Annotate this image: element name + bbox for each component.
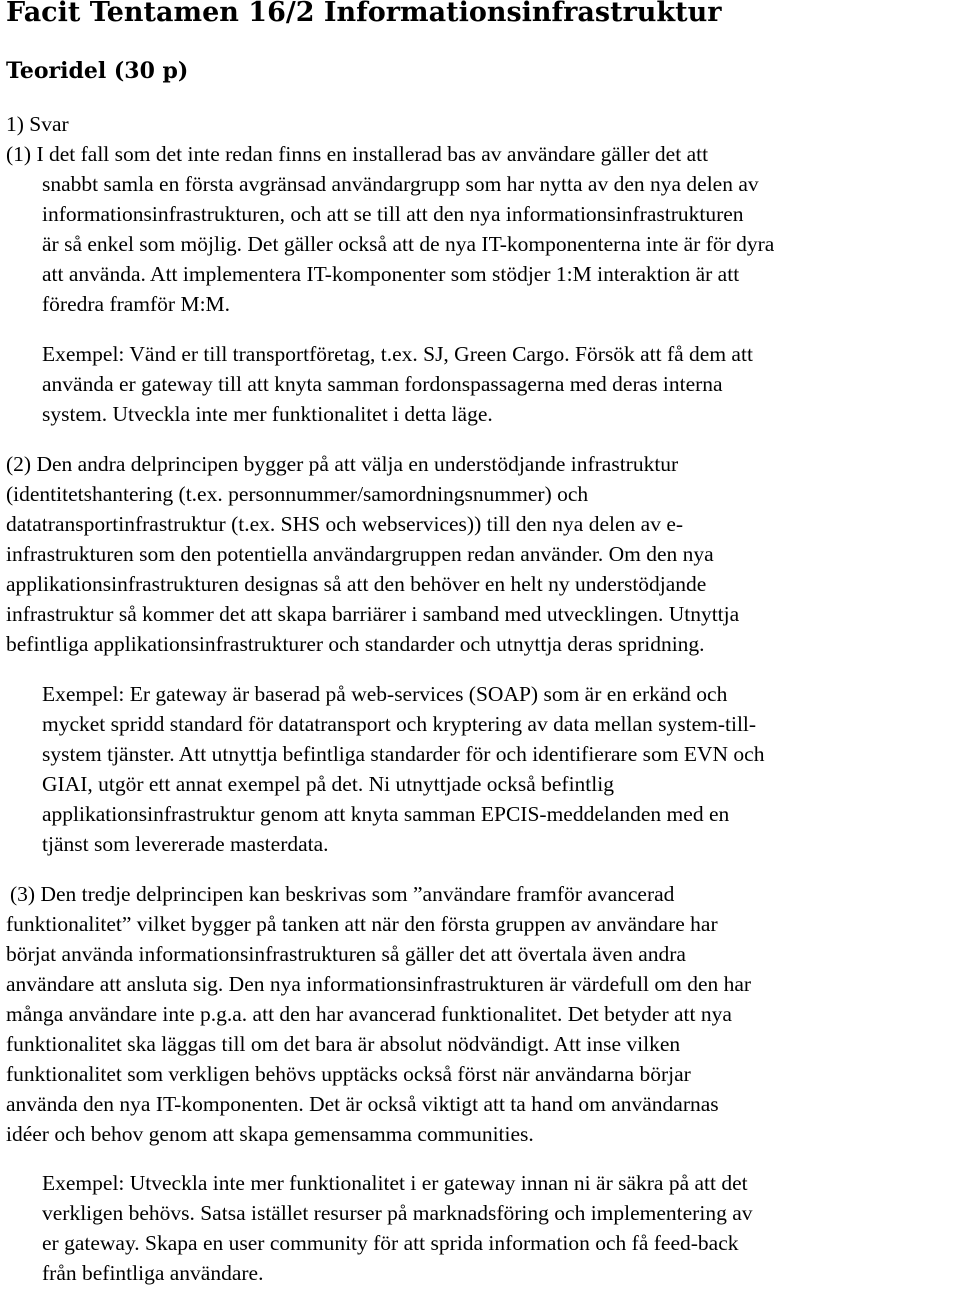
section-2-line: (identitetshantering (t.ex. personnummer/samordningsnummer) och bbox=[6, 482, 589, 506]
section-3-line: funktionalitet” vilket bygger på tanken att när den första gruppen av användare har bbox=[6, 912, 718, 936]
section-3-example bbox=[6, 1168, 753, 1288]
section-3-line: funktionalitet ska läggas till om det bara är absolut nödvändigt. Att inse vilken bbox=[6, 1032, 681, 1056]
section-3-line: användare att ansluta sig. Den nya informationsinfrastrukturen är värdefull om den har bbox=[6, 972, 752, 996]
section-3-paragraph bbox=[6, 879, 751, 1149]
section-2-example-line: GIAI, utgör ett annat exempel på det. Ni utnyttjade också befintlig bbox=[42, 772, 614, 796]
document-title: Facit Tentamen 16/2 Informationsinfrastruktur bbox=[6, 0, 722, 28]
section-2-example-line: applikationsinfrastruktur genom att knyta samman EPCIS-meddelanden med en bbox=[42, 802, 730, 826]
section-2-example-line: mycket spridd standard för datatransport och kryptering av data mellan system-till- bbox=[42, 712, 757, 736]
section-3-line: många användare inte p.g.a. att den har avancerad funktionalitet. Det betyder att nya bbox=[6, 1002, 732, 1026]
section-2-line: befintliga applikationsinfrastrukturer och standarder och utnyttja deras spridning. bbox=[6, 632, 705, 656]
section-3-example-line: er gateway. Skapa en user community för att sprida information och få feed-back bbox=[42, 1231, 739, 1255]
section-3-example-line: från befintliga användare. bbox=[42, 1261, 264, 1285]
section-2-example bbox=[6, 679, 764, 859]
section-3-example-line: Exempel: Utveckla inte mer funktionalitet i er gateway innan ni är säkra på att det bbox=[42, 1171, 748, 1195]
section-subtitle: Teoridel (30 p) bbox=[6, 58, 189, 84]
section-3-example-line: verkligen behövs. Satsa istället resurser på marknadsföring och implementering av bbox=[42, 1201, 753, 1225]
section-1-example bbox=[6, 339, 753, 429]
section-3-line: (3) Den tredje delprincipen kan beskrivas som ”användare framför avancerad bbox=[10, 882, 675, 906]
section-2-example-line: Exempel: Er gateway är baserad på web-services (SOAP) som är en erkänd och bbox=[42, 682, 728, 706]
section-1-line: (1) I det fall som det inte redan finns en installerad bas av användare gäller det att bbox=[6, 142, 709, 166]
answer-heading bbox=[6, 109, 69, 139]
answer-heading-text: 1) Svar bbox=[6, 112, 69, 136]
section-1-line: snabbt samla en första avgränsad användargrupp som har nytta av den nya delen av bbox=[42, 172, 759, 196]
section-3-line: funktionalitet som verkligen behövs upptäcks också först när användarna börjar bbox=[6, 1062, 691, 1086]
section-2-line: applikationsinfrastrukturen designas så att den behöver en helt ny understödjande bbox=[6, 572, 707, 596]
section-1-example-line: använda er gateway till att knyta samman fordonspassagerna med deras interna bbox=[42, 372, 723, 396]
section-2-paragraph bbox=[6, 449, 739, 659]
section-3-line: börjat använda informationsinfrastrukturen så gäller det att övertala även andra bbox=[6, 942, 686, 966]
section-1-example-line: system. Utveckla inte mer funktionalitet i detta läge. bbox=[42, 402, 493, 426]
section-3-line: idéer och behov genom att skapa gemensamma communities. bbox=[6, 1122, 534, 1146]
section-3-line: använda den nya IT-komponenten. Det är också viktigt att ta hand om användarnas bbox=[6, 1092, 719, 1116]
section-1-line: är så enkel som möjlig. Det gäller också att de nya IT-komponenterna inte är för dyra bbox=[42, 232, 775, 256]
section-2-line: infrastrukturen som den potentiella användargruppen redan använder. Om den nya bbox=[6, 542, 714, 566]
section-2-line: datatransportinfrastruktur (t.ex. SHS och webservices)) till den nya delen av e- bbox=[6, 512, 684, 536]
section-2-line: infrastruktur så kommer det att skapa barriärer i samband med utvecklingen. Utnyttja bbox=[6, 602, 740, 626]
section-1-line: att använda. Att implementera IT-komponenter som stödjer 1:M interaktion är att bbox=[42, 262, 740, 286]
section-1-line: informationsinfrastrukturen, och att se till att den nya informationsinfrastrukturen bbox=[42, 202, 744, 226]
section-1-paragraph bbox=[6, 139, 774, 319]
section-1-line: föredra framför M:M. bbox=[42, 292, 231, 316]
section-2-line: (2) Den andra delprincipen bygger på att välja en understödjande infrastruktur bbox=[6, 452, 679, 476]
section-2-example-line: tjänst som levererade masterdata. bbox=[42, 832, 329, 856]
section-1-example-line: Exempel: Vänd er till transportföretag, t.ex. SJ, Green Cargo. Försök att få dem att bbox=[42, 342, 753, 366]
section-2-example-line: system tjänster. Att utnyttja befintliga standarder för och identifierare som EVN och bbox=[42, 742, 765, 766]
